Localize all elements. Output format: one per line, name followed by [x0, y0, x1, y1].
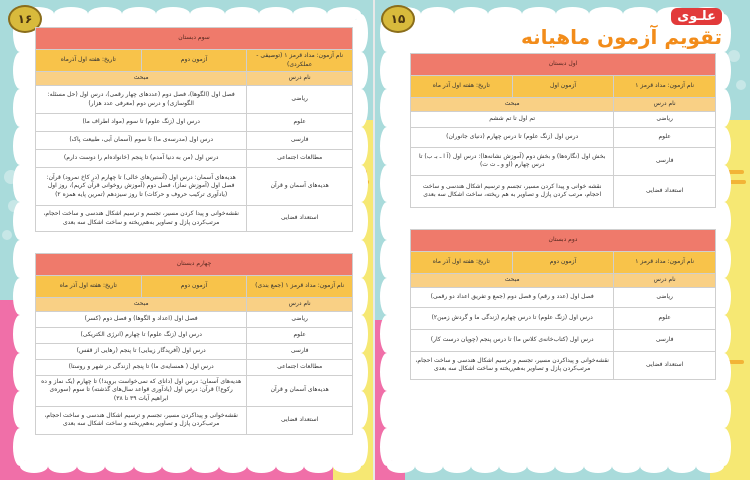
topic-cell: نقشه‌خوانی و پیداکردن مسیر، تجسم و ترسیم اشکال هندسی و ساخت احجام، مرتب‌کردن پازل و تصاویر به‌هم‌ریخته و ساخت اشکال سه بعدی	[36, 406, 247, 434]
topic-cell: درس اول (زنگ علوم) تا درس چهارم (دنیای جانوران)	[411, 127, 614, 147]
subject-cell: هدیه‌های آسمان و قرآن	[247, 375, 353, 406]
exam-date: تاریخ: هفته اول آذرماه	[36, 50, 142, 72]
subject-cell: فارسی	[614, 147, 716, 175]
topic-cell: بخش اول (نگاره‌ها) و بخش دوم (آموزش نشانه‌ها): درس اول (آ ا ـ بـ ب) تا درس چهارم (او و ـ ت ت)	[411, 147, 614, 175]
topic-cell: درس اول (آفریدگار زیبایی) تا پنجم (رهایی از قفس)	[36, 343, 247, 359]
subject-cell: علوم	[247, 327, 353, 343]
subject-cell: فارسی	[614, 329, 716, 351]
exam-round: آزمون اول	[512, 76, 614, 98]
exam-table-grade-3	[35, 27, 353, 232]
subject-cell: ریاضی	[247, 311, 353, 327]
subject-cell: مطالعات اجتماعی	[247, 150, 353, 168]
subject-cell: ریاضی	[614, 287, 716, 307]
topic-cell: نقشه خوانی و پیدا کردن مسیر، تجسم و ترسیم اشکال هندسی و ساخت احجام، مرتب کردن پازل و تصاویر به هم ریخته، ساخت اشکال سه بعدی	[411, 175, 614, 207]
subject-cell: استعداد فضایی	[614, 351, 716, 379]
grade-title: دوم دبستان	[411, 230, 716, 252]
page-title: تقویم آزمون ماهیانه	[521, 25, 722, 49]
subject-cell: استعداد فضایی	[614, 175, 716, 207]
subject-cell: استعداد فضایی	[247, 206, 353, 232]
exam-table-grade-4	[35, 253, 353, 435]
grade-title: چهارم دبستان	[36, 254, 353, 276]
column-header-subject: نام درس	[614, 274, 716, 288]
topic-cell: نقشه‌خوانی و پیدا کردن مسیر، تجسم و ترسیم اشکال هندسی و ساخت احجام، مرتب‌کردن پازل و تصاویر به‌هم‌ریخته و ساخت اشکال سه بعدی	[36, 206, 247, 232]
subject-cell: مطالعات اجتماعی	[247, 359, 353, 375]
topic-cell: فصل اول (اعداد و الگوها) و فصل دوم (کسر)	[36, 311, 247, 327]
topic-cell: هدیه‌های آسمان: درس اول (آستین‌های خالی) تا چهارم (در کاخ نمرود) قرآن: فصل اول (آموزش نماز)، فصل دوم (آموزش روخوانی قرآن کریم)، روز اول (یادآوری ترکیب حروف و حرکات) تا روز سیزدهم (تمرین پایه همزه ۲)	[36, 168, 247, 206]
page-number-badge: ۱۵	[381, 5, 415, 33]
topic-cell: فصل اول (الگوها)، فصل دوم (عددهای چهار رقمی)، درس اول (حل مسئله: الگوسازی) و درس دوم (معرفی عدد هزار)	[36, 86, 247, 114]
bubble-decoration	[736, 80, 746, 90]
topic-cell: هدیه‌های آسمان: درس اول (دانای که نمی‌خواست بروید!) تا چهارم (یک نماز و ده رکوع!) قرآن: درس اول (یادآوری قواعد سال‌های گذشته) تا سوم (سوره‌ی ابراهیم آیات ۳۹ تا ۳۸)	[36, 375, 247, 406]
bubble-decoration	[2, 230, 12, 240]
topic-cell: درس اول (زنگ علوم) تا درس چهارم (زندگی ما و گردش زمین۲)	[411, 307, 614, 329]
subject-cell: ریاضی	[614, 111, 716, 127]
subject-cell: علوم	[247, 114, 353, 132]
column-header-topic: مبحث	[411, 98, 614, 112]
subject-cell: فارسی	[247, 132, 353, 150]
column-header-subject: نام درس	[247, 72, 353, 86]
topic-cell: فصل اول (عدد و رقم) و فصل دوم (جمع و تفریق اعداد دو رقمی)	[411, 287, 614, 307]
topic-cell: درس اول (کتاب‌خانه‌ی کلاس ما) تا درس پنجم (چوپان درست کار)	[411, 329, 614, 351]
topic-cell: درس اول (زنگ علوم) تا چهارم (انرژی الکتریکی)	[36, 327, 247, 343]
subject-cell: فارسی	[247, 343, 353, 359]
subject-cell: علوم	[614, 307, 716, 329]
exam-round: آزمون دوم	[512, 252, 614, 274]
subject-cell: هدیه‌های آسمان و قرآن	[247, 168, 353, 206]
page-15	[375, 0, 750, 480]
exam-date: تاریخ: هفته اول آذر ماه	[411, 252, 513, 274]
exam-name: نام آزمون: مداد قرمز ۱	[614, 252, 716, 274]
subject-cell: علوم	[614, 127, 716, 147]
exam-table-grade-1	[410, 53, 716, 208]
brand-logo: علـوی	[671, 8, 722, 25]
topic-cell: درس اول ( همسایه‌ی ما) تا پنجم (زندگی در شهر و روستا)	[36, 359, 247, 375]
column-header-subject: نام درس	[614, 98, 716, 112]
column-header-topic: مبحث	[36, 298, 247, 312]
column-header-topic: مبحث	[411, 274, 614, 288]
topic-cell: درس اول (من به دنیا آمدم) تا پنجم (خانواده‌ام را دوست دارم)	[36, 150, 247, 168]
exam-name: نام آزمون: مداد قرمز ۱ (جمع بندی)	[247, 276, 353, 298]
topic-cell: درس اول (مدرسه‌ی ما) تا سوم (آسمان آبی، طبیعت پاک)	[36, 132, 247, 150]
exam-date: تاریخ: هفته اول آذر ماه	[36, 276, 142, 298]
subject-cell: استعداد فضایی	[247, 406, 353, 434]
topic-cell: تم اول تا تم ششم	[411, 111, 614, 127]
subject-cell: ریاضی	[247, 86, 353, 114]
page-number-badge: ۱۶	[8, 5, 42, 33]
topic-cell: درس اول (زنگ علوم) تا سوم (مواد اطراف ما)	[36, 114, 247, 132]
exam-name: نام آزمون: مداد قرمز ۱ (توصیفی - عملکردی)	[247, 50, 353, 72]
column-header-topic: مبحث	[36, 72, 247, 86]
grade-title: اول دبستان	[411, 54, 716, 76]
column-header-subject: نام درس	[247, 298, 353, 312]
page-16	[0, 0, 373, 480]
exam-name: نام آزمون: مداد قرمز ۱	[614, 76, 716, 98]
exam-round: آزمون دوم	[141, 50, 247, 72]
exam-date: تاریخ: هفته اول آذر ماه	[411, 76, 513, 98]
exam-table-grade-2	[410, 229, 716, 380]
grade-title: سوم دبستان	[36, 28, 353, 50]
exam-round: آزمون دوم	[141, 276, 247, 298]
topic-cell: نقشه‌خوانی و پیداکردن مسیر، تجسم و ترسیم اشکال هندسی و ساخت احجام، مرتب‌کردن پازل و تصاویر به‌هم‌ریخته و ساخت اشکال سه بعدی	[411, 351, 614, 379]
